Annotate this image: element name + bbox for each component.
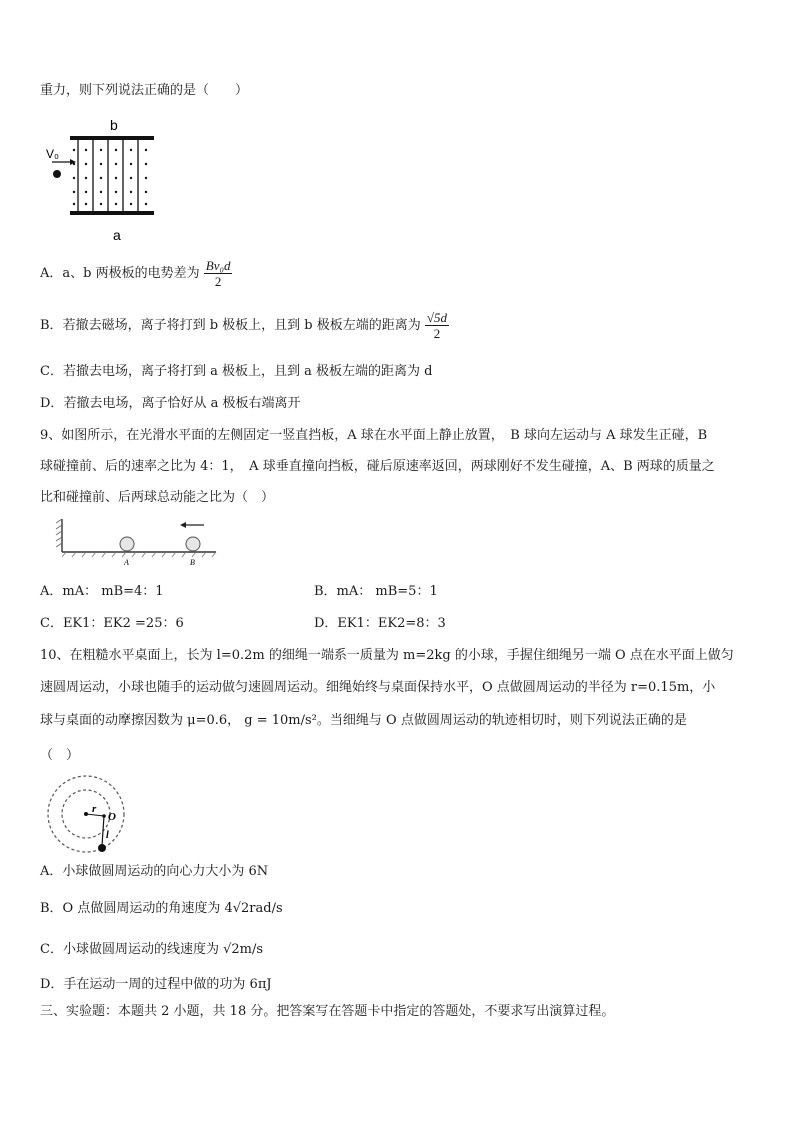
q10-label-o: O — [108, 811, 116, 823]
q8-option-d-text: 若撤去电场，离子恰好从 a 极板右端离开 — [63, 396, 301, 411]
q8-option-c-prefix: C． — [40, 364, 63, 379]
q8-option-b-text: 若撤去磁场，离子将打到 b 极板上，且到 b 极板左端的距离为 — [62, 318, 421, 333]
q8-option-d-prefix: D． — [40, 396, 64, 411]
q10-line-4: （ ） — [40, 748, 80, 763]
q9-option-d: D．EK1：EK2=8：3 — [314, 616, 446, 631]
q9-label-b: B — [190, 558, 195, 567]
q10-line-2: 速圆周运动，小球也随手的运动做匀速圆周运动。细绳始终与桌面保持水平，O 点做圆周运动的半径为 r=0.15m，小 — [40, 680, 716, 695]
q10-option-a: A．小球做圆周运动的向心力大小为 6N — [40, 864, 269, 879]
q8-option-b-numerator: √5d — [426, 310, 448, 325]
q9-label-a: A — [124, 558, 129, 567]
ball-a — [120, 537, 134, 551]
q10-option-c: C．小球做圆周运动的线速度为 √2m/s — [40, 942, 264, 957]
q10-line-1: 10、在粗糙水平桌面上，长为 l=0.2m 的细绳一端系一质量为 m=2kg 的小球，手握住细绳另一端 O 点在水平面上做匀 — [40, 648, 734, 663]
q10-label-l: l — [106, 830, 109, 841]
q8-option-b-fraction — [425, 310, 449, 341]
ion-particle — [53, 170, 61, 178]
q8-option-b-prefix: B． — [40, 318, 63, 333]
q8-label-a: a — [113, 227, 121, 243]
q8-option-b-denominator: 2 — [433, 326, 441, 341]
magnetic-field-dots — [73, 149, 147, 205]
q8-option-a-fraction — [204, 258, 233, 289]
q9-option-b: B．mA： mB=5：1 — [314, 584, 438, 599]
q9-line-2: 球碰撞前、后的速率之比为 4：1， A 球垂直撞向挡板，碰后原速率返回，两球刚好不发生碰撞，A、B 两球的质量之 — [40, 459, 715, 474]
ball-b — [186, 537, 200, 551]
q10-line-3: 球与桌面的动摩擦因数为 μ=0.6， g = 10m/s²。当细绳与 O 点做圆周运动的轨迹相切时，则下列说法正确的是 — [40, 713, 687, 728]
q10-ball — [98, 844, 106, 852]
q8-option-c-text: 若撤去电场，离子将打到 a 极板上，且到 a 极板左端的距离为 d — [62, 364, 433, 379]
q8-label-v0: V₀ — [46, 147, 59, 161]
q8-option-c — [40, 364, 432, 380]
q8-stem-tail: 重力，则下列说法正确的是（ ） — [40, 83, 249, 98]
q8-option-a — [40, 258, 232, 289]
q10-option-b: B．O 点做圆周运动的角速度为 4√2rad/s — [40, 901, 283, 916]
q10-figure — [44, 774, 134, 856]
q9-line-1: 9、如图所示，在光滑水平面的左侧固定一竖直挡板，A 球在水平面上静止放置， B 球向左运动与 A 球发生正碰，B — [40, 428, 708, 443]
q8-option-b — [40, 310, 449, 341]
q8-option-a-text: a、b 两极板的电势差为 — [62, 266, 200, 281]
q8-label-b: b — [110, 117, 118, 133]
q8-figure — [40, 116, 170, 246]
q8-option-a-prefix: A． — [40, 266, 63, 281]
q10-label-r: r — [92, 803, 97, 815]
section-3-heading: 三、实验题：本题共 2 小题，共 18 分。把答案写在答题卡中指定的答题处，不要求写出演算过程。 — [40, 1004, 615, 1019]
q8-option-a-numerator: Bv₀d — [205, 258, 231, 273]
q8-option-d — [40, 396, 300, 412]
q9-figure — [56, 517, 226, 569]
q9-option-a: A．mA： mB=4：1 — [40, 584, 164, 599]
q8-option-a-denominator: 2 — [214, 274, 222, 289]
q10-option-d: D．手在运动一周的过程中做的功为 6πJ — [40, 977, 272, 992]
q9-option-c: C．EK1：EK2 =25：6 — [40, 616, 184, 631]
q9-line-3: 比和碰撞前、后两球总动能之比为（ ） — [40, 490, 275, 505]
